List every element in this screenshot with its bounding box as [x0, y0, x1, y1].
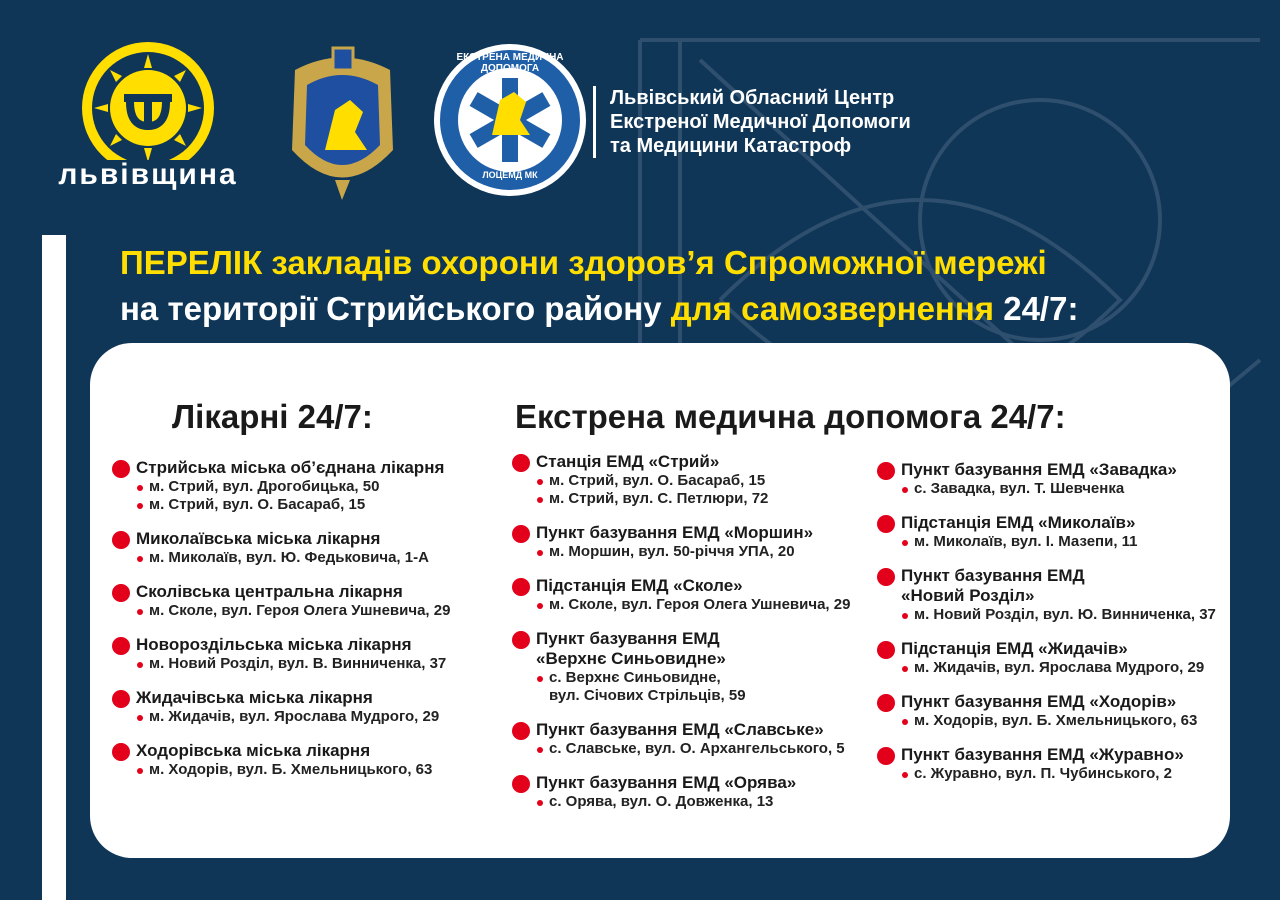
bullet-icon	[512, 454, 530, 472]
list-item	[877, 513, 1216, 551]
bullet-icon	[112, 531, 130, 549]
hospitals-title: Лікарні 24/7:	[172, 398, 373, 435]
facility-name: Підстанція ЕМД «Сколе»	[536, 576, 743, 595]
bullet-icon	[877, 515, 895, 533]
lvivshchyna-logo	[38, 40, 258, 190]
facility-name: Жидачівська міська лікарня	[136, 688, 373, 707]
bullet-icon	[537, 497, 543, 503]
facility-address: м. Новий Розділ, вул. В. Винниченка, 37	[136, 655, 450, 673]
facility-name: Новороздільська міська лікарня	[136, 635, 412, 654]
bullet-icon	[902, 540, 908, 546]
list-item	[512, 773, 850, 811]
list-item	[512, 629, 850, 705]
facility-name: Підстанція ЕМД «Миколаїв»	[901, 513, 1136, 532]
bullet-icon	[537, 550, 543, 556]
facility-address: м. Сколе, вул. Героя Олега Ушневича, 29	[536, 596, 850, 614]
emblem-bottom-text: ЛОЦЕМД МК	[482, 170, 538, 180]
facility-name: Ходорівська міська лікарня	[136, 741, 371, 760]
list-item	[512, 720, 850, 758]
facility-address: м. Стрий, вул. С. Петлюри, 72	[536, 490, 850, 508]
bullet-icon	[137, 768, 143, 774]
list-item	[112, 741, 450, 779]
facility-address: с. Славське, вул. О. Архангельського, 5	[536, 740, 850, 758]
facility-name: Пункт базування ЕМД «Славське»	[536, 720, 824, 739]
headline-text: для самозвернення	[670, 290, 1004, 327]
facility-name: Підстанція ЕМД «Жидачів»	[901, 639, 1128, 658]
list-item	[112, 635, 450, 673]
headline-line-2	[120, 286, 1240, 332]
bullet-icon	[512, 631, 530, 649]
facility-name: Стрийська міська об’єднана лікарня	[136, 458, 445, 477]
facility-address: с. Верхнє Синьовидне,	[536, 669, 850, 687]
facility-address-cont: вул. Січових Стрільців, 59	[549, 687, 746, 704]
bullet-icon	[137, 556, 143, 562]
facility-address: с. Журавно, вул. П. Чубинського, 2	[901, 765, 1216, 783]
facility-address: м. Миколаїв, вул. Ю. Федьковича, 1-А	[136, 549, 450, 567]
bullet-icon	[137, 609, 143, 615]
facility-address: м. Моршин, вул. 50-річчя УПА, 20	[536, 543, 850, 561]
headline-word: ПЕРЕЛІК	[120, 244, 263, 281]
facility-name: Пункт базування ЕМД	[536, 629, 720, 648]
facility-name: Пункт базування ЕМД «Завадка»	[901, 460, 1177, 479]
facility-name: Сколівська центральна лікарня	[136, 582, 403, 601]
facility-address: м. Новий Розділ, вул. Ю. Винниченка, 37	[901, 606, 1216, 624]
bullet-icon	[137, 662, 143, 668]
emergency-list-1	[512, 452, 850, 826]
sun-logo-icon	[38, 40, 258, 160]
list-item	[877, 639, 1216, 677]
headline-text: Спроможної мережі	[723, 244, 1047, 281]
bullet-icon	[112, 690, 130, 708]
bullet-icon	[902, 719, 908, 725]
bullet-icon	[137, 503, 143, 509]
left-accent-bar	[42, 235, 66, 900]
bullet-icon	[112, 637, 130, 655]
bullet-icon	[537, 676, 543, 682]
bullet-icon	[537, 800, 543, 806]
facility-name: Пункт базування ЕМД «Ходорів»	[901, 692, 1177, 711]
org-title-line: та Медицини Катастроф	[610, 135, 852, 157]
hospitals-list	[112, 458, 450, 794]
facility-address: м. Ходорів, вул. Б. Хмельницького, 63	[136, 761, 450, 779]
bullet-icon	[137, 485, 143, 491]
facility-address: м. Стрий, вул. Дрогобицька, 50	[136, 478, 450, 496]
facility-address: м. Сколе, вул. Героя Олега Ушневича, 29	[136, 602, 450, 620]
facility-address: м. Жидачів, вул. Ярослава Мудрого, 29	[136, 708, 450, 726]
facility-address: м. Жидачів, вул. Ярослава Мудрого, 29	[901, 659, 1216, 677]
headline-line-1	[120, 240, 1240, 286]
headline	[120, 240, 1240, 332]
facility-name: Миколаївська міська лікарня	[136, 529, 381, 548]
facility-name: Пункт базування ЕМД «Журавно»	[901, 745, 1184, 764]
bullet-icon	[112, 584, 130, 602]
org-title	[593, 86, 911, 158]
list-item	[512, 452, 850, 508]
bullet-icon	[877, 568, 895, 586]
list-item	[877, 745, 1216, 783]
emblem-top-label: ЕКСТРЕНА МЕДИЧНА ДОПОМОГА	[456, 52, 564, 74]
list-item	[112, 529, 450, 567]
list-item	[877, 460, 1216, 498]
bullet-icon	[902, 487, 908, 493]
region-wordmark: львівщина	[58, 158, 238, 191]
bullet-icon	[902, 772, 908, 778]
list-item	[112, 458, 450, 514]
headline-text: закладів охорони здоров’я	[262, 244, 724, 281]
facility-address: м. Ходорів, вул. Б. Хмельницького, 63	[901, 712, 1216, 730]
bullet-icon	[112, 460, 130, 478]
emergency-title: Екстрена медична допомога 24/7:	[515, 398, 1066, 435]
headline-text: на території Стрийського району	[120, 290, 671, 327]
emergency-list-2	[877, 460, 1216, 798]
bullet-icon	[877, 694, 895, 712]
bullet-icon	[512, 775, 530, 793]
org-title-line: Львівський Обласний Центр	[610, 87, 895, 109]
bullet-icon	[537, 603, 543, 609]
list-item	[112, 582, 450, 620]
facility-address: с. Завадка, вул. Т. Шевченка	[901, 480, 1216, 498]
facility-name-cont: «Новий Розділ»	[901, 586, 1035, 605]
org-title-line: Екстреної Медичної Допомоги	[610, 111, 911, 133]
list-item	[512, 576, 850, 614]
bullet-icon	[877, 641, 895, 659]
bullet-icon	[902, 613, 908, 619]
bullet-icon	[112, 743, 130, 761]
bullet-icon	[137, 715, 143, 721]
bullet-icon	[512, 525, 530, 543]
coat-of-arms-icon	[275, 40, 410, 205]
bullet-icon	[537, 747, 543, 753]
list-item	[877, 692, 1216, 730]
facility-name: Пункт базування ЕМД «Орява»	[536, 773, 797, 792]
bullet-icon	[902, 666, 908, 672]
facility-address: с. Орява, вул. О. Довженка, 13	[536, 793, 850, 811]
bullet-icon	[877, 747, 895, 765]
headline-text: 24/7:	[1003, 290, 1079, 327]
bullet-icon	[512, 722, 530, 740]
list-item	[112, 688, 450, 726]
bullet-icon	[877, 462, 895, 480]
facility-name: Пункт базування ЕМД	[901, 566, 1085, 585]
list-item	[512, 523, 850, 561]
facility-name: Станція ЕМД «Стрий»	[536, 452, 720, 471]
facility-name-cont: «Верхнє Синьовидне»	[536, 649, 726, 668]
bullet-icon	[512, 578, 530, 596]
facility-address: м. Стрий, вул. О. Басараб, 15	[136, 496, 450, 514]
facility-address: м. Стрий, вул. О. Басараб, 15	[536, 472, 850, 490]
facility-address: м. Миколаїв, вул. І. Мазепи, 11	[901, 533, 1216, 551]
bullet-icon	[537, 479, 543, 485]
list-item	[877, 566, 1216, 624]
facility-name: Пункт базування ЕМД «Моршин»	[536, 523, 814, 542]
